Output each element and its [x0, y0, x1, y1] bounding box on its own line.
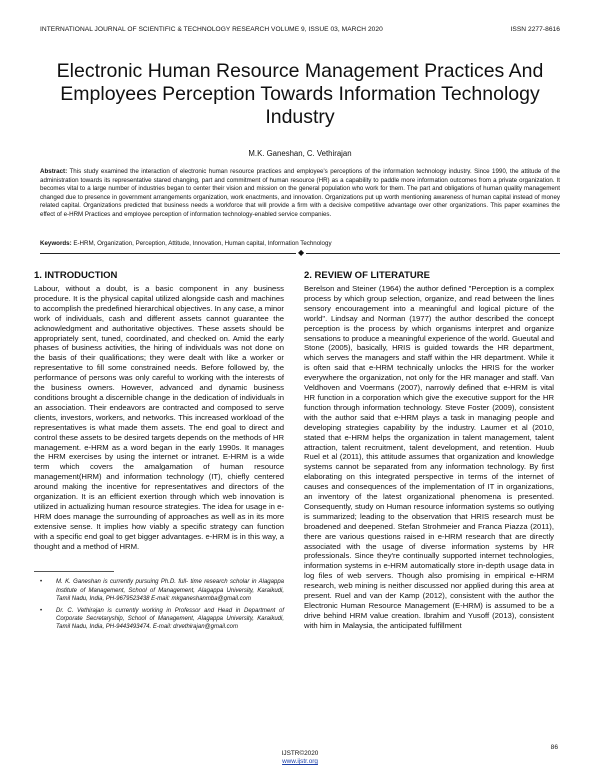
footnote-divider: [34, 571, 114, 572]
footnote-item: [40, 607, 284, 632]
review-heading: 2. REVIEW OF LITERATURE: [304, 270, 430, 281]
bullet-icon: •: [40, 608, 43, 615]
page-footer: [0, 750, 600, 766]
abstract-label: Abstract:: [40, 168, 68, 175]
journal-url-link[interactable]: www.ijstr.org: [282, 758, 318, 765]
abstract: [40, 168, 560, 219]
keywords-text: E-HRM, Organization, Perception, Attitude, Innovation, Human capital, Information Technology: [71, 240, 332, 247]
keywords-label: Keywords:: [40, 240, 72, 247]
issn: ISSN 2277-8616: [510, 26, 560, 33]
authors: M.K. Ganeshan, C. Vethirajan: [248, 149, 352, 158]
divider-diamond-icon: ◆: [298, 248, 305, 257]
bullet-icon: •: [40, 579, 43, 586]
footer-code: IJSTR©2020: [281, 750, 319, 757]
footnote-item: [40, 578, 284, 603]
right-column: [304, 270, 554, 631]
introduction-text: Labour, without a doubt, is a basic component in any business procedure. It is the physical capital utilized alongside cash and machines to accomplish the predefined hierarchical objectives. In any case, a minor work of individuals, cash and different assets cannot guarantee the acknowledgment and authoritative objectives. These assets should be appropriately sent, tuned, coordinated, and checked on. Amid the early phases of business activities, the hiring of individuals was not done on the basis of their qualifications; they were dealt with like a worker or representative to fill some constrained needs. Before followed by, the performance of persons was only careful to working with the interests of the business owners. However, advanced and dynamic business conditions brought a discernible change in the dedication of individuals in an association. Their endeavors are contracted and composed to serve clients, investors, workers, and networks. This increased workload of the representatives is what made them assets. The end goal to direct and control these assets to be desired targets depends on the methods of HR management. e-HRM as a word began in the early 1990s. It manages the HRM exercises by using the internet or intranet. E-HRM is a wide term which covers the amalgamation of human resource management(HRM) and information technology (IT), chiefly centered around making the incentive for representatives and directors of the organization. It is an efficient exertion through which web innovation is utilized in actualizing human resource strategies. The idea for usage in e-HRM does manage the surrounding of approaches as well as in its more extensive sense. It implies how viably a specific strategy can function with a specific end goal to get bigger advantages. e-HRM is in this way, a thought and a method of HRM.: [34, 284, 284, 551]
abstract-text: This study examined the interaction of electronic human resource practices and employee's perceptions of the information technology industry. Since 1990, the attitude of the administration towards its representative stared changing, part and commitment of human resource (HR) as a capability to paddle more information outcomes from a private organization. It becomes vital to a large number of industries began to center their vision and mission on the general population who work for them. The part and obligations of human quality management changed due to presence in government arrangements organization, work enactments, and innovation. Organizations put up worth mentioning awareness of human capital instead of money related capital. Organizations predicted that business needs a workforce that will provide a firm with a decisive competitive advantage over other organizations. This paper examines the effect of e-HRM Practices and employee perception of information technology-enabled service companies.: [40, 168, 560, 218]
page-number: 86: [550, 744, 558, 751]
left-column: [34, 270, 284, 636]
footnote-text: Dr. C. Vethirajan is currently working in Professor and Head in Department of Corporate Secretaryship, School of Management, Alagappa University, Karaikudi, Tamil Nadu, India, PH-9443493474. E-mail: drvethirajan@gmail.com: [56, 608, 284, 631]
introduction-heading: 1. INTRODUCTION: [34, 270, 118, 281]
review-text: Berelson and Steiner (1964) the author defined "Perception is a complex process by which group selection, organize, and read between the lines sensory encouragement into a meaningful and logical picture of the world". Lindsay and Norman (1977) the author described the concept perception is the process by which organisms interpret and organize sensations to produce a meaningful experience of the world. Gueutal and Stone (2005), basically, HRIS is guided towards the HR department, which serves the managers and staff within the HR department. While it is often said that e-HRM technically unlocks the HRIS for the worker everywhere the organization, not only for the HR manager and staff. Van Veldhoven and Voermans (2007), narrowly defined that e-HRM is vital HR function in a corporation which give the executive support for the HR function through information technology. Steve Foster (2009), consistent with the author said that e-HRM plays a task in managing people and developing strategies capability by the industry. Laumer et al (2010, stated that e-HRM helps the organization in talent management, talent attraction, talent recruitment, talent development, and retention. Huub Ruel et al (2011), this attitude assumes that organization and knowledge systems cannot be separated from any information technology. By first elaborating on this integrated perspective in terms of the internet of causes and consequences of the implementation of IT in organizations, an inventory of the latest organizational phenomena is presented. Consequently, study on Human resource information systems so outlying is summarized; leading to the observation that HRIS research must be broadened and deepened. Stefan Strohmeier and Franca Piazza (2011), there are various questions raised in e-HRM research that are directly associated with the usage of diverse information systems by HR professionals. Since they're continually supported internet technologies, information systems in e-HRM automatically store in-depth usage data in log files of web servers. Though also promising in empirical e-HRM research, web mining is neither discussed nor applied during this area at present. Ruel and van der Kamp (2012), consistent with the author the Electronic Human Resource Management (E-HRM) is assumed to be a drive behind HRM value creation. Ibrahim and Yusoff (2013), consistent with him in Malaysia, the anticipated fulfillment: [304, 284, 554, 630]
keywords: [40, 240, 560, 247]
author-footnotes: [34, 578, 284, 631]
journal-line: INTERNATIONAL JOURNAL OF SCIENTIFIC & TECHNOLOGY RESEARCH VOLUME 9, ISSUE 03, MARCH 2020: [40, 26, 383, 33]
paper-title: Electronic Human Resource Management Practices And Employees Perception Towards Information Technology Industry: [56, 60, 544, 128]
footnote-text: M. K. Ganeshan is currently pursuing Ph.D. full- time research scholar in Alagappa Institute of Management, School of Management, Alagappa University, Karaikudi, Tamil Nadu, India, PH-9679523438 E-mail: mkganeshanmba@gmail.com: [56, 579, 284, 602]
running-header: [40, 26, 560, 33]
